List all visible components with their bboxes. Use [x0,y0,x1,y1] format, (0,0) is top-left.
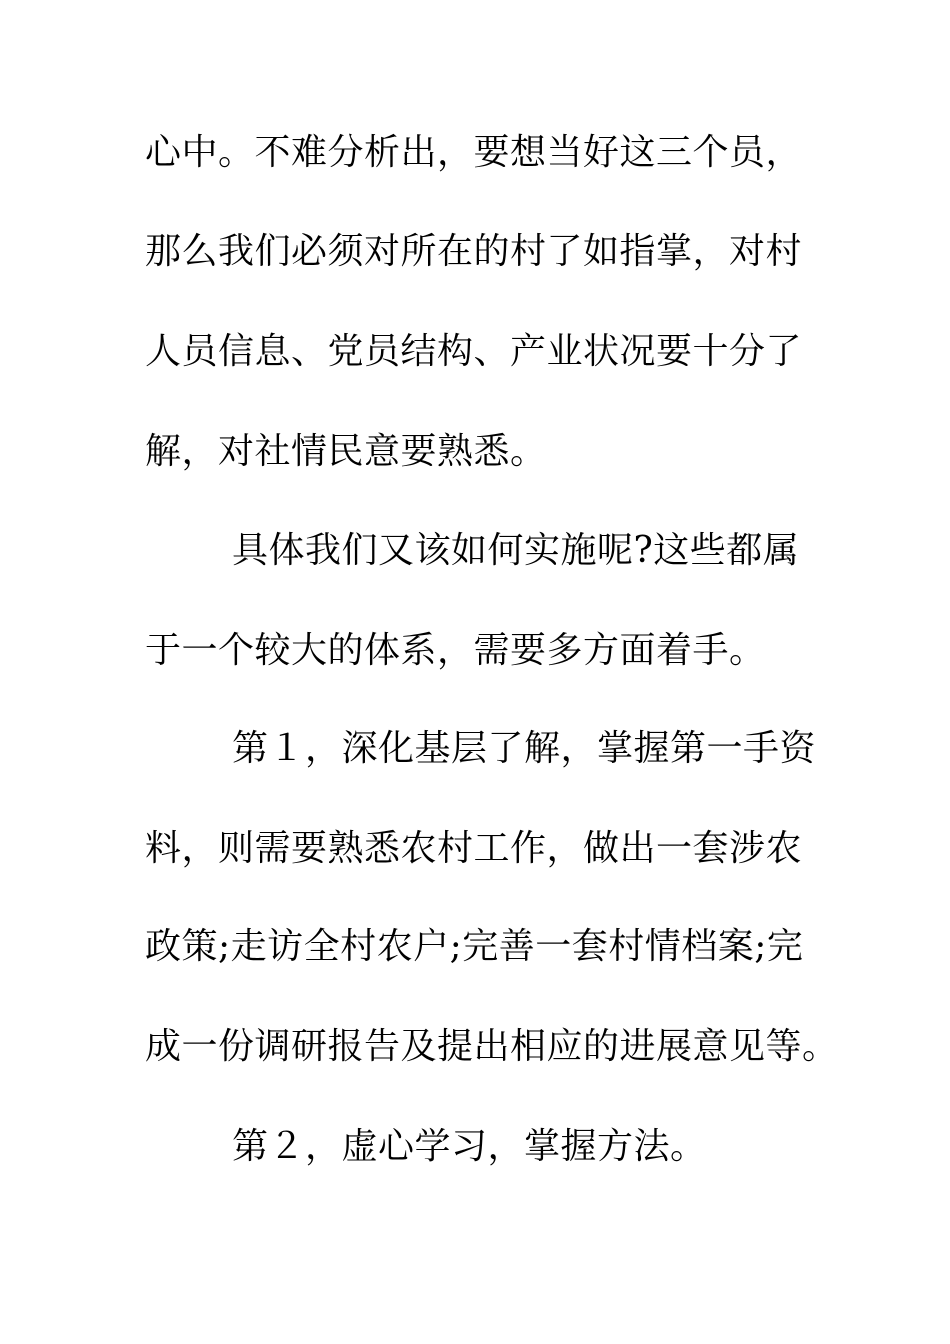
text-line-8: 料，则需要熟悉农村工作，做出一套涉农 [145,828,803,869]
text-line-9: 政策;走访全村农户;完善一套村情档案;完 [145,926,804,967]
text-line-2: 那么我们必须对所在的村了如指掌，对村 [145,231,803,272]
text-line-10: 成一份调研报告及提出相应的进展意见等。 [145,1026,839,1067]
text-line-3: 人员信息、党员结构、产业状况要十分了 [145,331,803,372]
text-line-6: 于一个较大的体系，需要多方面着手。 [145,630,766,671]
text-line-4: 解，对社情民意要熟悉。 [145,431,547,472]
paragraph-start-line-5: 具体我们又该如何实施呢?这些都属 [232,530,800,571]
text-line-1: 心中。不难分析出，要想当好这三个员， [145,132,803,173]
paragraph-start-line-11: 第２，虚心学习，掌握方法。 [232,1126,707,1167]
paragraph-start-line-7: 第１，深化基层了解，掌握第一手资 [232,728,817,769]
